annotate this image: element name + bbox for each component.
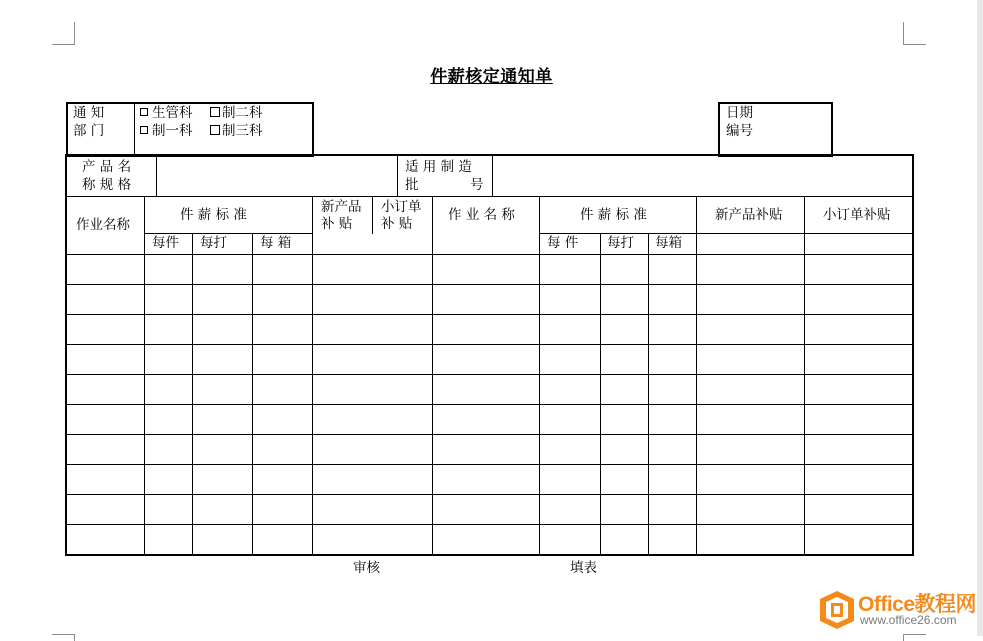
header-job-name: 作业名称	[76, 217, 130, 233]
header-small-order-line2: 补 贴	[381, 216, 413, 232]
notice-label-line2: 部 门	[73, 123, 105, 139]
header-new-product-subsidy: 新产品补贴	[715, 207, 783, 223]
subheader-per-box: 每 箱	[260, 235, 292, 251]
option-manufacturing-1[interactable]: 制一科	[140, 122, 193, 140]
checkbox-icon[interactable]	[140, 108, 148, 116]
checkbox-icon[interactable]	[210, 107, 220, 117]
header-piece-standard: 件 薪 标 准	[180, 207, 247, 223]
number-label: 编号	[726, 123, 753, 139]
table-row[interactable]	[67, 404, 912, 405]
header-small-order-line1: 小订单	[381, 199, 422, 215]
product-name-input[interactable]	[158, 158, 396, 194]
option-production-management[interactable]: 生管科	[140, 104, 193, 122]
product-name-label-line1: 产 品 名	[82, 159, 132, 175]
subheader-per-dozen: 每打	[200, 235, 227, 251]
batch-label-line2a: 批	[405, 177, 419, 193]
header-job-name-right: 作 业 名 称	[448, 207, 515, 223]
subheader-per-dozen-right: 每打	[607, 235, 634, 251]
subheader-per-piece: 每件	[152, 235, 179, 251]
subheader-per-piece-right: 每 件	[547, 235, 579, 251]
table-row[interactable]	[67, 434, 912, 435]
option-manufacturing-2[interactable]: 制二科	[210, 104, 263, 122]
watermark-brand: Office教程网	[858, 593, 977, 616]
date-label: 日期	[726, 105, 753, 121]
batch-label-line1: 适 用 制 造	[405, 159, 472, 175]
checkbox-icon[interactable]	[140, 126, 148, 134]
notice-label-line1: 通 知	[73, 105, 105, 121]
table-row[interactable]	[67, 374, 912, 375]
fill-label: 填表	[570, 560, 597, 576]
vertical-scrollbar[interactable]	[977, 0, 983, 636]
subheader-per-box-right: 每箱	[655, 235, 682, 251]
table-row[interactable]	[67, 344, 912, 345]
table-row[interactable]	[67, 494, 912, 495]
office-logo-icon	[818, 590, 856, 630]
document-title: 件薪核定通知单	[430, 67, 553, 87]
table-row[interactable]	[67, 254, 912, 255]
option-manufacturing-3[interactable]: 制三科	[210, 122, 263, 140]
table-row[interactable]	[67, 464, 912, 465]
table-row[interactable]	[67, 284, 912, 285]
table-row[interactable]	[67, 314, 912, 315]
batch-label-line2b: 号	[470, 177, 484, 193]
watermark-url: www.office26.com	[860, 613, 957, 627]
crop-mark-bottom-left	[52, 634, 75, 641]
batch-number-input[interactable]	[494, 158, 910, 194]
header-new-product-line1: 新产品	[321, 199, 362, 215]
header-new-product-line2: 补 贴	[321, 216, 353, 232]
crop-mark-top-left	[52, 22, 75, 45]
header-piece-standard-right: 件 薪 标 准	[580, 207, 647, 223]
watermark-logo	[818, 586, 983, 636]
review-label: 审核	[353, 560, 380, 576]
checkbox-icon[interactable]	[210, 125, 220, 135]
product-name-label-line2: 称 规 格	[82, 177, 132, 193]
table-row[interactable]	[67, 524, 912, 525]
crop-mark-top-right	[903, 22, 926, 45]
header-small-order-subsidy: 小订单补贴	[823, 207, 891, 223]
